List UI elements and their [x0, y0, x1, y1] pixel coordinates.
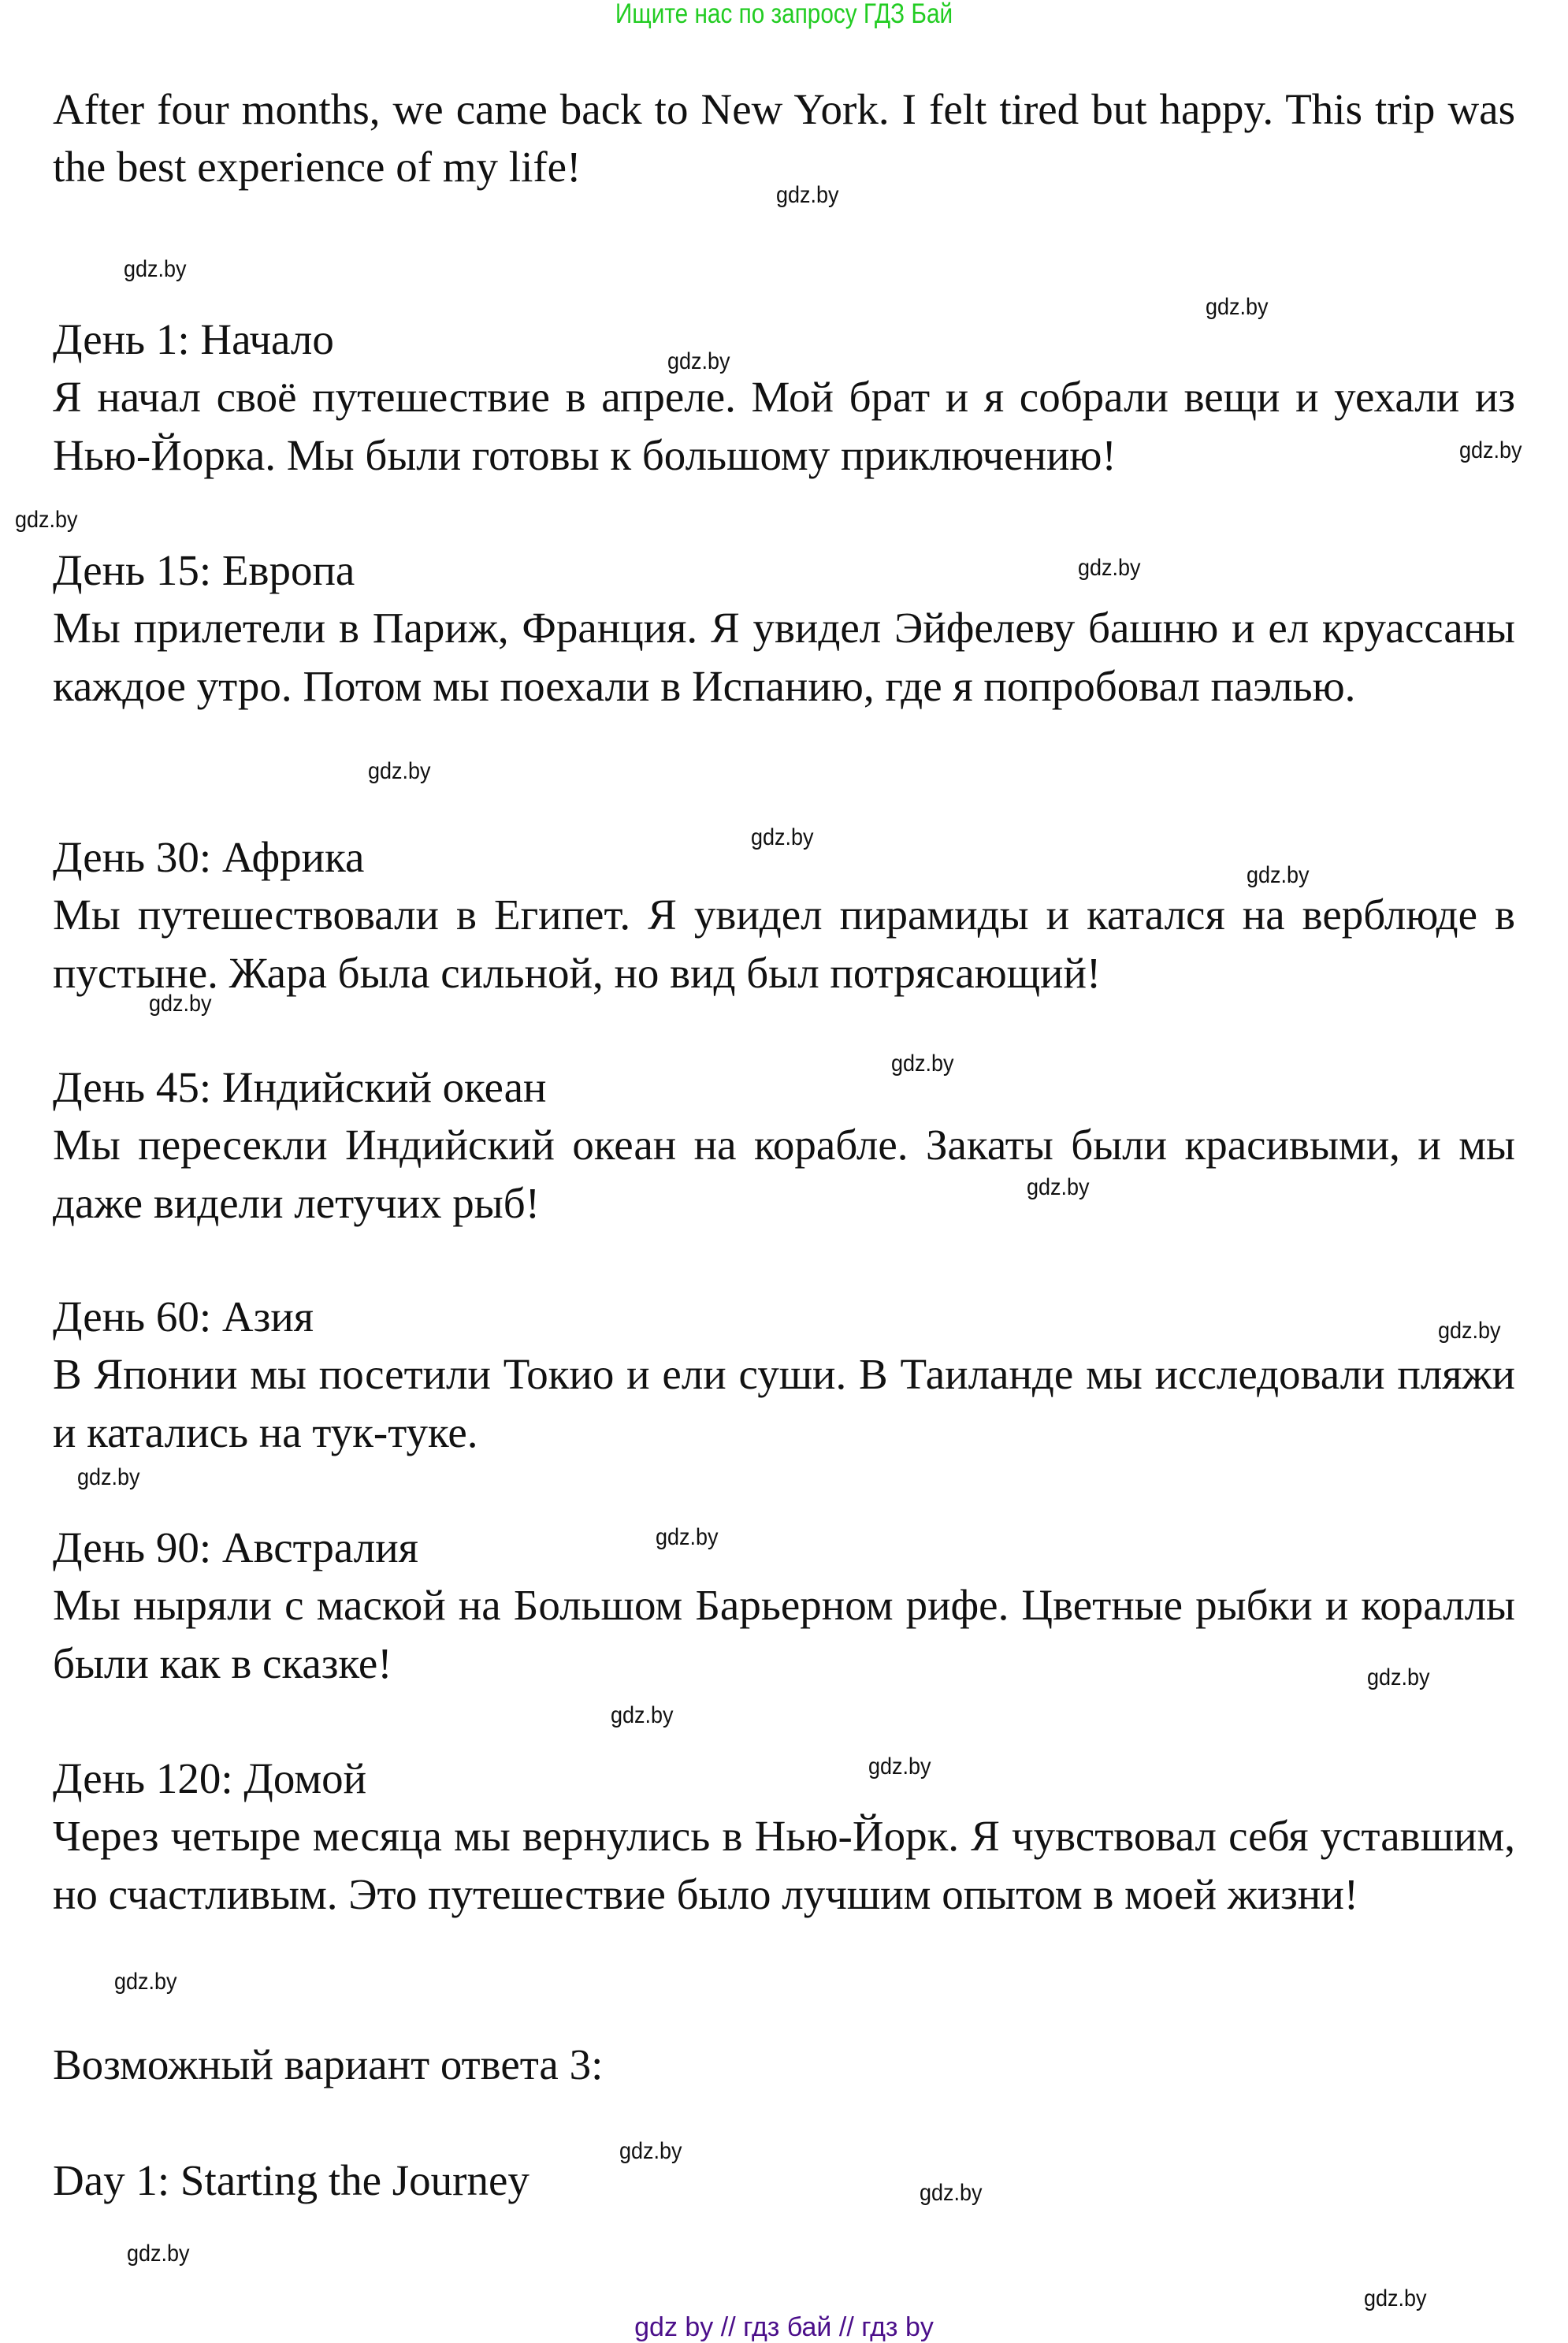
watermark: gdz.by	[776, 182, 839, 209]
watermark: gdz.by	[1077, 554, 1141, 581]
entry-body: Я начал своё путешествие в апреле. Мой брат и я собрали вещи и уехали из Нью-Йорка. Мы были готовы к большому приключению!	[53, 373, 1515, 479]
watermark: gdz.by	[1458, 437, 1522, 463]
answer-variant-heading	[53, 2036, 1515, 2093]
watermark: gdz.by	[610, 1701, 674, 1728]
entry-title: Day 1: Starting the Journey	[53, 2156, 529, 2204]
watermark: gdz.by	[15, 506, 78, 533]
entry-day-60	[53, 1288, 1515, 1461]
search-hint-banner: Ищите нас по запросу ГДЗ Бай	[615, 0, 953, 29]
intro-text: After four months, we came back to New York. I felt tired but happy. This trip was the best experience of my life!	[53, 85, 1515, 192]
entry-title: День 90: Австралия	[53, 1523, 418, 1571]
entry-title: День 15: Европа	[53, 546, 355, 594]
entry-body: Мы прилетели в Париж, Франция. Я увидел Эйфелеву башню и ел круассаны каждое утро. Потом мы поехали в Испанию, где я попробовал паэлью.	[53, 604, 1515, 710]
watermark: gdz.by	[76, 1463, 140, 1490]
watermark: gdz.by	[1438, 1317, 1501, 1344]
variant-text: Возможный вариант ответа 3:	[53, 2040, 604, 2088]
watermark: gdz.by	[1206, 294, 1269, 321]
watermark: gdz.by	[126, 2240, 190, 2267]
entry-title: День 45: Индийский океан	[53, 1063, 547, 1111]
entry-body: Мы ныряли с маской на Большом Барьерном рифе. Цветные рыбки и кораллы были как в сказке!	[53, 1581, 1515, 1687]
entry-day-1-english	[53, 2151, 1515, 2209]
watermark: gdz.by	[1247, 862, 1310, 889]
entry-title: День 120: Домой	[53, 1754, 367, 1802]
entry-day-90	[53, 1519, 1515, 1692]
watermark: gdz.by	[1367, 1664, 1430, 1690]
entry-title: День 60: Азия	[53, 1292, 314, 1341]
intro-paragraph	[53, 80, 1515, 196]
watermark: gdz.by	[868, 1753, 931, 1780]
entry-body: В Японии мы посетили Токио и ели суши. В Таиланде мы исследовали пляжи и катались на тук-туке.	[53, 1350, 1515, 1456]
watermark: gdz.by	[890, 1051, 954, 1077]
entry-day-45	[53, 1058, 1515, 1232]
watermark: gdz.by	[667, 348, 731, 374]
entry-day-120	[53, 1750, 1515, 1923]
watermark: gdz.by	[919, 2180, 983, 2207]
entry-body: Через четыре месяца мы вернулись в Нью-Йорк. Я чувствовал себя уставшим, но счастливым. Это путешествие было лучшим опытом в моей жизни!	[53, 1812, 1515, 1918]
entry-day-1	[53, 311, 1515, 484]
watermark: gdz.by	[114, 1969, 177, 1995]
watermark: gdz.by	[123, 256, 187, 283]
entry-body: Мы путешествовали в Египет. Я увидел пирамиды и катался на верблюде в пустыне. Жара была сильной, но вид был потрясающий!	[53, 891, 1515, 997]
entry-day-30	[53, 828, 1515, 1002]
watermark: gdz.by	[619, 2137, 682, 2164]
watermark: gdz.by	[149, 990, 212, 1017]
entry-title: День 30: Африка	[53, 833, 365, 881]
entry-day-15	[53, 541, 1515, 715]
entry-title: День 1: Начало	[53, 315, 334, 363]
watermark: gdz.by	[367, 758, 431, 785]
watermark: gdz.by	[1026, 1174, 1090, 1201]
footer-links[interactable]: gdz by // гдз бай // гдз by	[634, 2312, 934, 2342]
entry-body: Мы пересекли Индийский океан на корабле. Закаты были красивыми, и мы даже видели летучих рыб!	[53, 1121, 1515, 1227]
watermark: gdz.by	[656, 1524, 719, 1551]
watermark: gdz.by	[750, 824, 814, 851]
watermark: gdz.by	[1364, 2285, 1427, 2312]
